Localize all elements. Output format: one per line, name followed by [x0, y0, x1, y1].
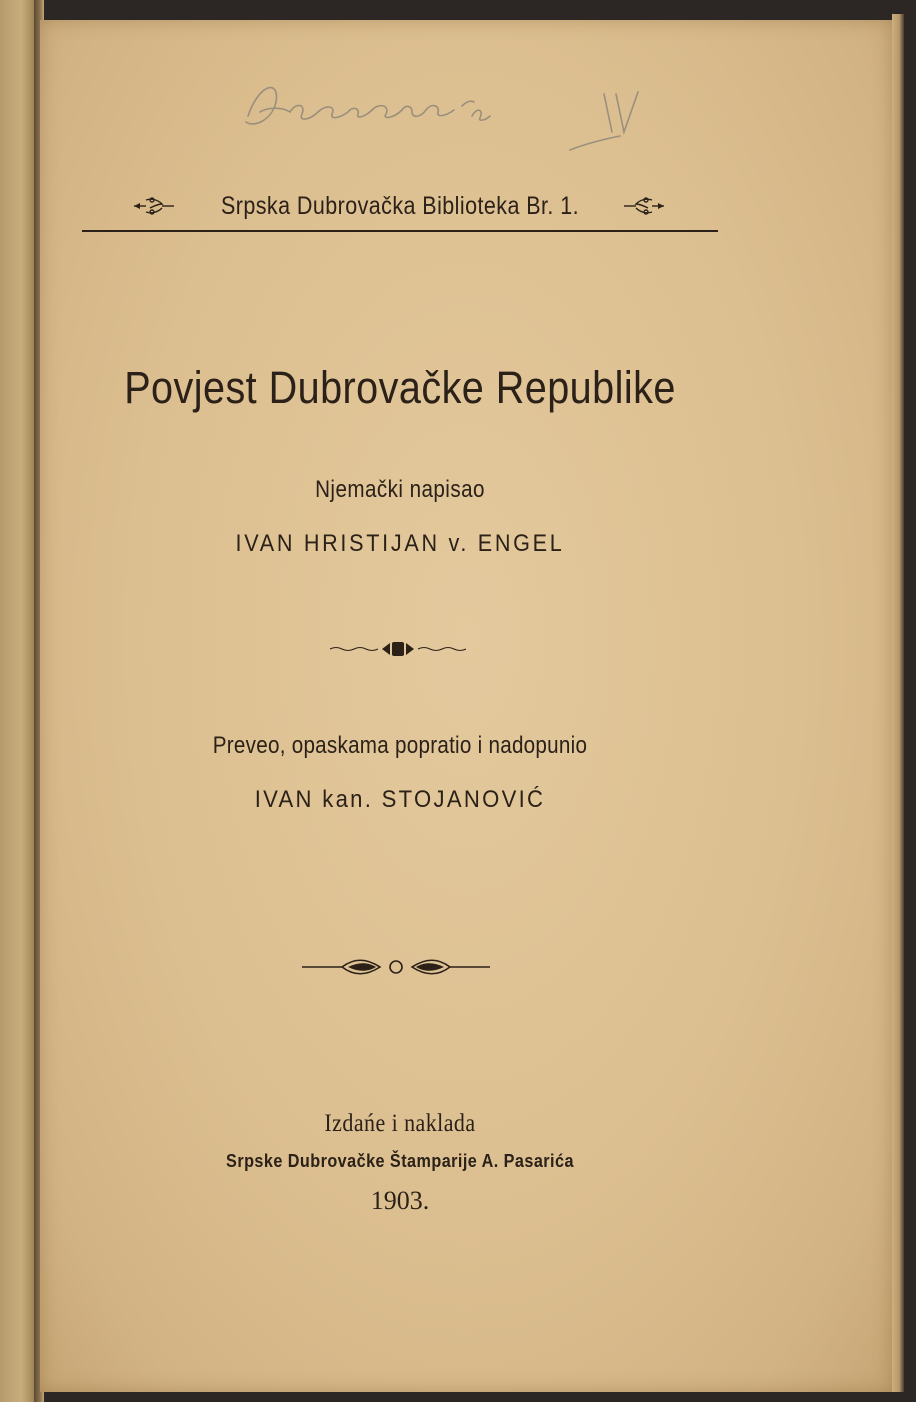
large-divider-ornament-icon [302, 952, 490, 982]
author-name: IVAN HRISTIJAN v. ENGEL [235, 530, 565, 557]
series-title: Srpska Dubrovačka Biblioteka Br. 1. [220, 192, 580, 220]
small-divider-ornament-icon [330, 637, 466, 661]
translator-name: IVAN kan. STOJANOVIĆ [254, 786, 546, 813]
series-ornament-right-icon [622, 194, 666, 218]
series-rule-line [82, 230, 718, 232]
handwritten-pencil-note [240, 72, 680, 162]
publisher-intro: Izdańe i naklada [324, 1110, 476, 1137]
publisher-name: Srpske Dubrovačke Štamparije A. Pasarića [226, 1151, 574, 1171]
publication-year: 1903. [370, 1186, 430, 1215]
author-intro: Njemački napisao [315, 476, 485, 503]
book-title: Povjest Dubrovačke Republike [124, 362, 676, 413]
series-header [82, 186, 718, 226]
translator-intro: Preveo, opaskama popratio i nadopunio [212, 732, 588, 759]
left-facing-page-edge [0, 0, 38, 1402]
right-page-edge [892, 14, 904, 1392]
